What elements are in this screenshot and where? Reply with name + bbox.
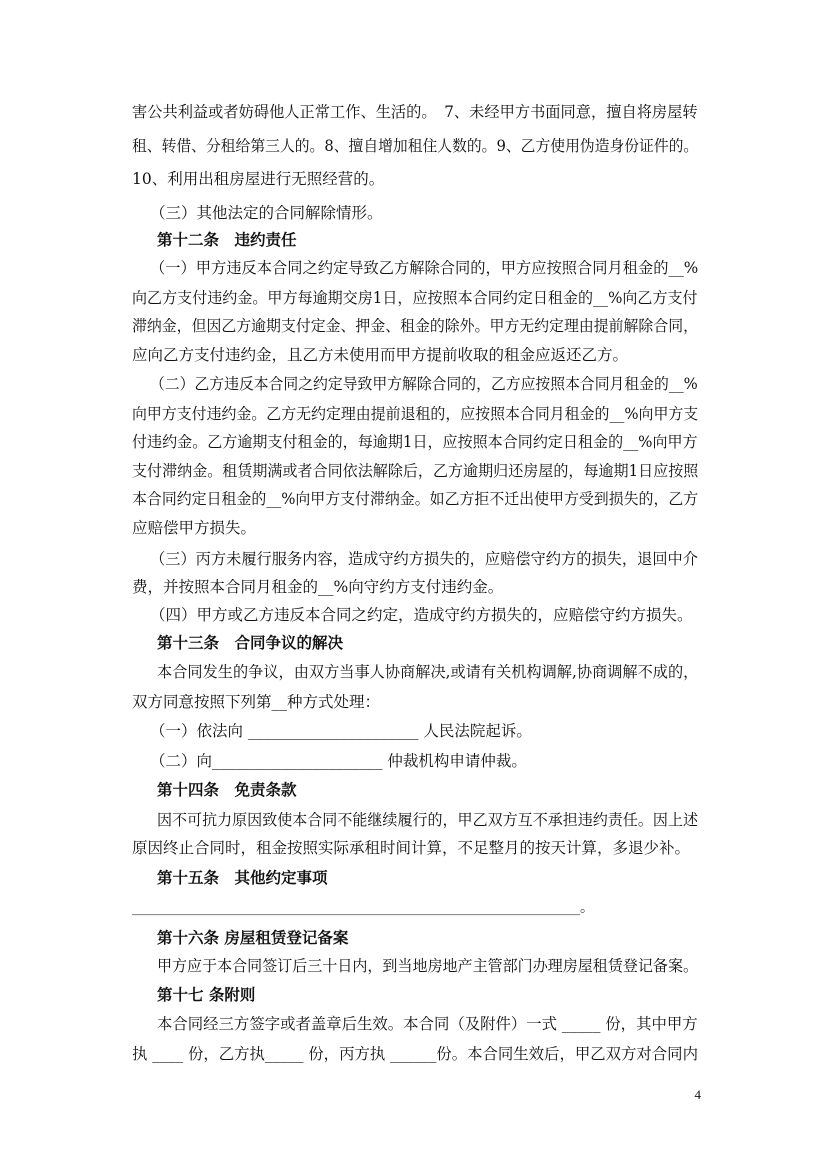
text-line: （一）甲方违反本合同之约定导致乙方解除合同的，甲方应按照合同月租金的__%	[150, 259, 699, 277]
text-line: 原因终止合同时，租金按照实际承租时间计算，不足整月的按天计算，多退少补。	[132, 839, 691, 857]
text-line: 本合同经三方签字或者盖章后生效。本合同（及附件）一式 _____ 份，其中甲方	[157, 1015, 698, 1033]
heading: 第十五条 其他约定事项	[157, 868, 328, 887]
text-line: 10、利用出租房屋进行无照经营的。	[132, 170, 385, 188]
blank-line: ________________________________________________________________。	[132, 900, 594, 916]
text-line: 甲方应于本合同签订后三十日内，到当地房地产主管部门办理房屋租赁登记备案。	[157, 957, 699, 975]
text-line: （四）甲方或乙方违反本合同之约定，造成守约方损失的，应赔偿守约方损失。	[150, 606, 693, 624]
text-line: 双方同意按照下列第__种方式处理：	[132, 693, 381, 711]
text-line: 应赔偿甲方损失。	[132, 519, 257, 537]
heading: 第十四条 免责条款	[157, 780, 297, 799]
text-line: 支付滞纳金。租赁期满或者合同依法解除后，乙方逾期归还房屋的，每逾期1日应按照	[132, 462, 699, 480]
text-line: （二）向______________________ 仲裁机构申请仲裁。	[150, 752, 527, 770]
text-line: 向甲方支付违约金。乙方无约定理由提前退租的，应按照本合同月租金的__%向甲方支	[132, 405, 699, 423]
text-line: 本合同约定日租金的__%向甲方支付滞纳金。如乙方拒不迁出使甲方受到损失的，乙方	[132, 490, 699, 508]
text-line: 害公共利益或者妨碍他人正常工作、生活的。 7、未经甲方书面同意，擅自将房屋转	[132, 103, 698, 121]
text-line: 租、转借、分租给第三人的。8、擅自增加租住人数的。9、乙方使用伪造身份证件的。	[132, 137, 699, 155]
text-line: 因不可抗力原因致使本合同不能继续履行的，甲乙双方互不承担违约责任。因上述	[157, 811, 699, 829]
text-line: 滞纳金，但因乙方逾期支付定金、押金、租金的除外。甲方无约定理由提前解除合同，	[132, 317, 699, 335]
heading: 第十二条 违约责任	[157, 230, 297, 249]
heading: 第十三条 合同争议的解决	[157, 633, 344, 652]
heading: 第十六条 房屋租赁登记备案	[157, 928, 349, 947]
text-line: （二）乙方违反本合同之约定导致甲方解除合同的，乙方应按照本合同月租金的__%	[150, 375, 698, 393]
text-line: （三）其他法定的合同解除情形。	[150, 204, 383, 222]
heading: 第十七 条附则	[157, 985, 256, 1004]
text-line: （三）丙方未履行服务内容，造成守约方损失的，应赔偿守约方的损失，退回中介	[150, 550, 699, 568]
page-number: 4	[694, 1087, 701, 1102]
text-line: 执 ____ 份，乙方执_____ 份，丙方执 ______份。本合同生效后，甲乙双方对合同内	[132, 1045, 698, 1063]
text-line: 向乙方支付违约金。甲方每逾期交房1日，应按照本合同约定日租金的__%向乙方支付	[132, 289, 698, 307]
text-line: 付违约金。乙方逾期支付租金的，每逾期1日，应按照本合同约定日租金的__%向甲方	[132, 433, 698, 451]
text-line: （一）依法向 ______________________ 人民法院起诉。	[150, 722, 532, 740]
text-line: 费，并按照本合同月租金的__%向守约方支付违约金。	[132, 578, 504, 596]
text-line: 本合同发生的争议，由双方当事人协商解决,或请有关机构调解,协商调解不成的，	[157, 663, 699, 681]
text-line: 应向乙方支付违约金，且乙方未使用而甲方提前收取的租金应返还乙方。	[132, 346, 629, 364]
